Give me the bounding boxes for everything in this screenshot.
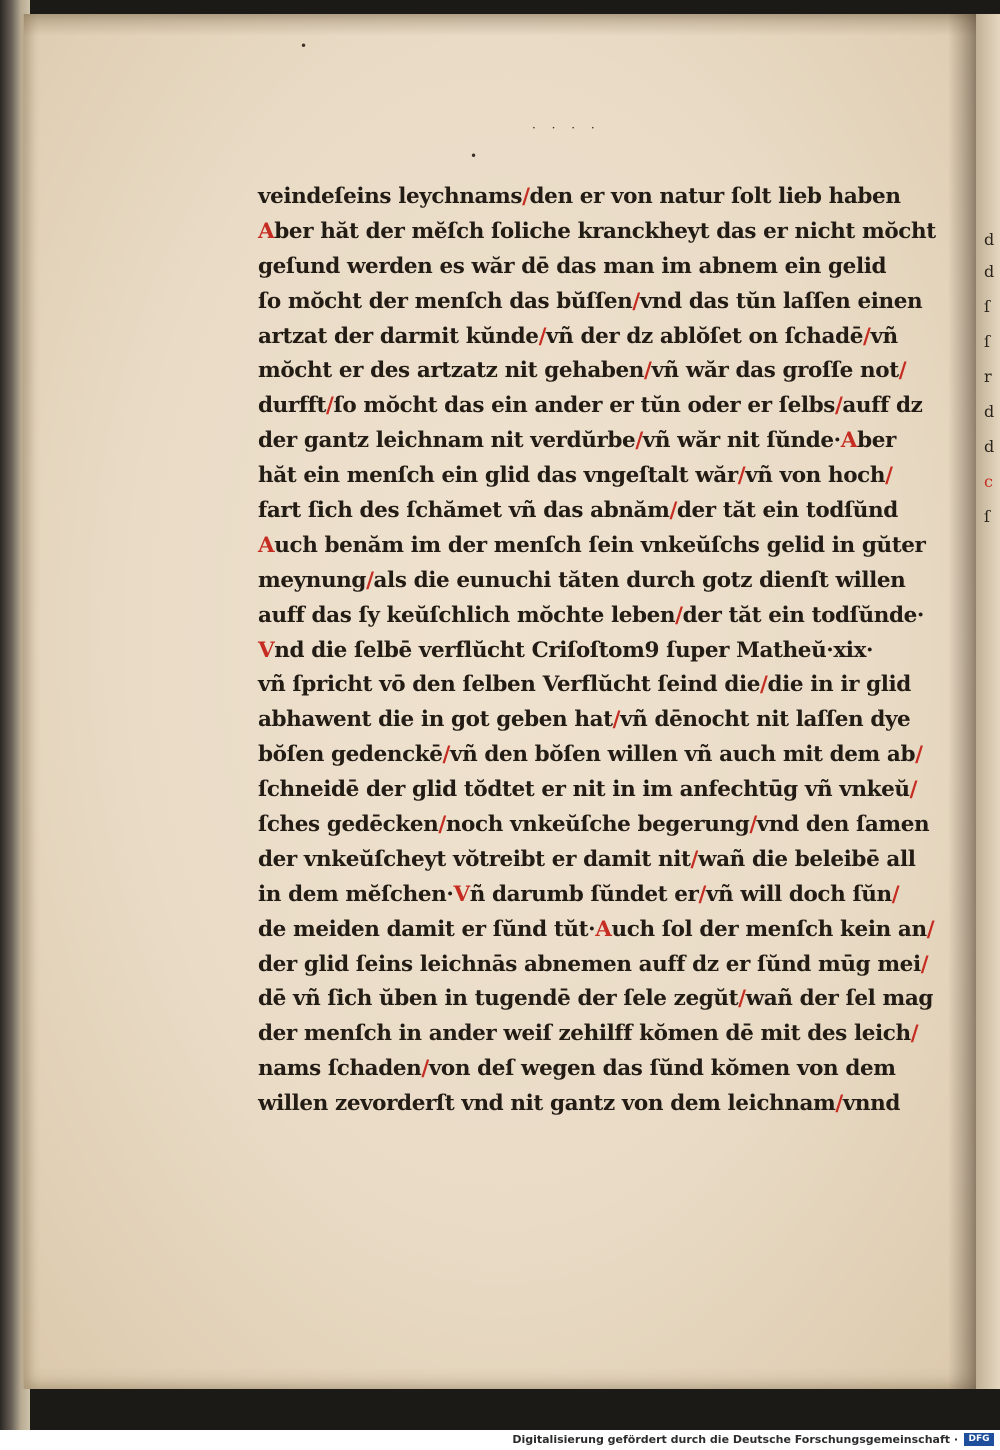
text-segment: hăt ein menſch ein glid das vngeſtalt wăr — [258, 463, 738, 489]
red-virgule: / — [909, 777, 918, 803]
text-line — [258, 215, 936, 250]
text-line — [258, 424, 918, 459]
text-segment: ſo mŏcht das ein ander er tŭn oder er ſelbs — [333, 393, 835, 419]
text-line — [258, 703, 918, 738]
red-virgule: / — [632, 288, 640, 314]
text-segment: vñ der dz ablŏſet on ſchadē — [546, 323, 863, 349]
paper-fleck: · · · · — [532, 121, 601, 135]
red-virgule: / — [698, 881, 706, 907]
red-virgule: / — [749, 812, 757, 838]
red-initial: V — [258, 637, 275, 663]
text-segment: de meiden damit er ſŭnd tŭt· — [258, 916, 596, 942]
text-line — [258, 773, 918, 808]
text-line — [258, 320, 918, 355]
paper-fleck: • — [470, 149, 478, 163]
red-virgule: / — [612, 707, 621, 733]
text-line — [258, 634, 918, 669]
text-segment: dē vñ ſich ŭben in tugendē der ſele zegŭt — [258, 986, 739, 1012]
text-segment: ſchneidē der glid tŏdtet er nit in im anfechtūg vñ vnkeŭ — [258, 777, 910, 803]
red-initial: A — [258, 532, 275, 558]
text-segment: ſches gedēcken — [258, 812, 439, 838]
red-virgule: / — [834, 393, 843, 419]
text-segment: vñ den bŏſen willen vñ auch mit dem ab — [450, 742, 916, 768]
red-virgule: / — [835, 1091, 843, 1117]
red-virgule: / — [898, 358, 907, 384]
facing-page-fragment: c — [984, 472, 993, 491]
text-segment: uch ſol der menſch kein an — [611, 916, 927, 942]
red-initial: V — [453, 881, 470, 907]
text-segment: willen zevorderſt vnd nit gantz von dem leichnam — [258, 1091, 836, 1117]
text-line — [258, 982, 933, 1017]
text-line — [258, 808, 930, 843]
text-segment: in dem mĕſchen· — [258, 881, 454, 907]
text-line — [258, 948, 929, 983]
facing-page-fragment: d — [984, 262, 995, 281]
text-line — [258, 738, 923, 773]
text-segment: vnd das tŭn laſſen einen — [639, 288, 923, 314]
red-virgule: / — [421, 1056, 429, 1082]
paper-fleck: • — [300, 39, 308, 53]
gutter-shadow — [948, 14, 976, 1389]
red-virgule: / — [538, 323, 547, 349]
text-segment: vñ wăr das groſſe not — [651, 358, 899, 384]
text-segment: der glid ſeins leichnās abnemen auff dz er ſŭnd mūg mei — [258, 951, 921, 977]
text-segment: vñ wăr nit ſŭnde· — [642, 428, 841, 454]
red-virgule: / — [690, 846, 698, 872]
text-line — [258, 285, 923, 320]
red-virgule: / — [442, 742, 450, 768]
text-segment: nams ſchaden — [258, 1056, 422, 1082]
text-segment: vñ dēnocht nit laſſen dye — [620, 707, 911, 733]
text-segment: bŏſen gedenckē — [258, 742, 443, 768]
blackletter-text-block — [258, 180, 936, 1122]
text-segment: der vnkeŭſcheyt vŏtreibt er damit nit — [258, 846, 691, 872]
text-segment: ber hăt der mĕſch ſoliche kranckheyt das er nicht mŏcht — [274, 218, 936, 244]
facing-page-fragment: ſ — [984, 507, 990, 526]
text-line — [258, 494, 918, 529]
text-line — [258, 1017, 918, 1052]
text-line — [258, 529, 926, 564]
facing-page-fragment: d — [984, 402, 995, 421]
red-virgule: / — [669, 498, 677, 524]
text-line — [258, 564, 918, 599]
red-virgule: / — [920, 951, 929, 977]
red-initial: A — [258, 218, 275, 244]
text-segment: vñ von hoch — [745, 463, 886, 489]
facing-page-fragment: d — [984, 437, 995, 456]
text-line — [258, 913, 935, 948]
text-line — [258, 668, 918, 703]
text-segment: der tăt ein todſŭnd — [676, 498, 898, 524]
red-virgule: / — [326, 393, 334, 419]
red-virgule: / — [760, 672, 768, 698]
text-segment: der menſch in ander weiſ zehilff kŏmen dē mit des leich — [258, 1021, 911, 1047]
text-segment: ñ darumb ſŭndet er — [469, 881, 699, 907]
red-virgule: / — [644, 358, 652, 384]
funding-credit: Digitalisierung gefördert durch die Deutsche Forschungsgemeinschaft · — [512, 1433, 958, 1446]
red-virgule: / — [438, 812, 446, 838]
red-virgule: / — [910, 1021, 919, 1047]
text-segment: nd die ſelbē verflŭcht Criſoſtom9 ſuper Matheŭ·xix· — [274, 637, 874, 663]
facing-page-edge — [976, 14, 1000, 1389]
facing-page-fragment: ſ — [984, 297, 990, 316]
text-segment: vñ will doch ſŭn — [705, 881, 892, 907]
text-line — [258, 1052, 918, 1087]
text-line — [258, 599, 924, 634]
text-segment: von deſ wegen das ſŭnd kŏmen von dem — [428, 1056, 896, 1082]
facing-page-fragment: ſ — [984, 332, 990, 351]
dfg-logo-icon: DFG — [964, 1433, 994, 1446]
text-line — [258, 250, 918, 285]
text-segment: abhawent die in got geben hat — [258, 707, 613, 733]
text-segment: auff dz — [842, 393, 923, 419]
text-segment: geſund werden es wăr dē das man im abnem ein gelid — [258, 253, 887, 279]
text-segment: durfft — [258, 393, 327, 419]
red-initial: A — [595, 916, 612, 942]
text-segment: die in ir glid — [767, 672, 911, 698]
text-line — [258, 843, 918, 878]
text-segment: mŏcht er des artzatz nit gehaben — [258, 358, 645, 384]
red-initial: A — [840, 428, 858, 454]
facing-page-fragment: r — [984, 367, 992, 386]
text-segment: wañ der ſel mag — [745, 986, 933, 1012]
red-virgule: / — [885, 463, 893, 489]
red-virgule: / — [862, 323, 871, 349]
text-segment: den er von natur ſolt lieb haben — [529, 184, 901, 209]
text-segment: uch benăm im der menſch ſein vnkeŭſchs gelid in gŭter — [274, 532, 926, 558]
text-segment: wañ die beleibē all — [697, 846, 916, 872]
red-virgule: / — [891, 881, 900, 907]
text-segment: vñ ſpricht vō den ſelben Verflŭcht ſeind die — [258, 672, 761, 698]
text-segment: vnnd — [842, 1091, 901, 1117]
text-segment: noch vnkeŭſche begerung — [445, 812, 750, 838]
text-segment: ſo mŏcht der menſch das bŭſſen — [258, 288, 633, 314]
text-segment: als die eunuchi tăten durch gotz dienſt willen — [373, 567, 906, 593]
facing-page-fragment: d — [984, 230, 995, 249]
red-virgule: / — [635, 428, 643, 454]
text-segment: artzat der darmit kŭnde — [258, 323, 539, 349]
text-line — [258, 354, 918, 389]
text-segment: auff das ſy keŭſchlich mŏchte leben — [258, 602, 676, 628]
text-segment: vnd den ſamen — [756, 812, 930, 838]
text-segment: vñ — [870, 323, 898, 349]
text-segment: meynung — [258, 567, 367, 593]
red-virgule: / — [738, 986, 746, 1012]
text-line — [258, 389, 923, 424]
red-virgule: / — [522, 184, 530, 209]
text-segment: der gantz leichnam nit verdŭrbe — [258, 428, 636, 454]
text-line — [258, 1087, 918, 1122]
text-line — [258, 459, 918, 494]
text-segment: ber — [857, 428, 896, 454]
red-virgule: / — [915, 742, 923, 768]
red-virgule: / — [926, 916, 935, 942]
red-virgule: / — [366, 567, 374, 593]
text-segment: veindeſeins leychnams — [258, 184, 523, 209]
text-line — [258, 878, 918, 913]
digitization-footer — [0, 1430, 1000, 1450]
text-segment: der tăt ein todſŭnde· — [682, 602, 924, 628]
text-segment: fart ſich des ſchămet vñ das abnăm — [258, 498, 670, 524]
text-line — [258, 180, 918, 215]
red-virgule: / — [675, 602, 683, 628]
red-virgule: / — [737, 463, 746, 489]
